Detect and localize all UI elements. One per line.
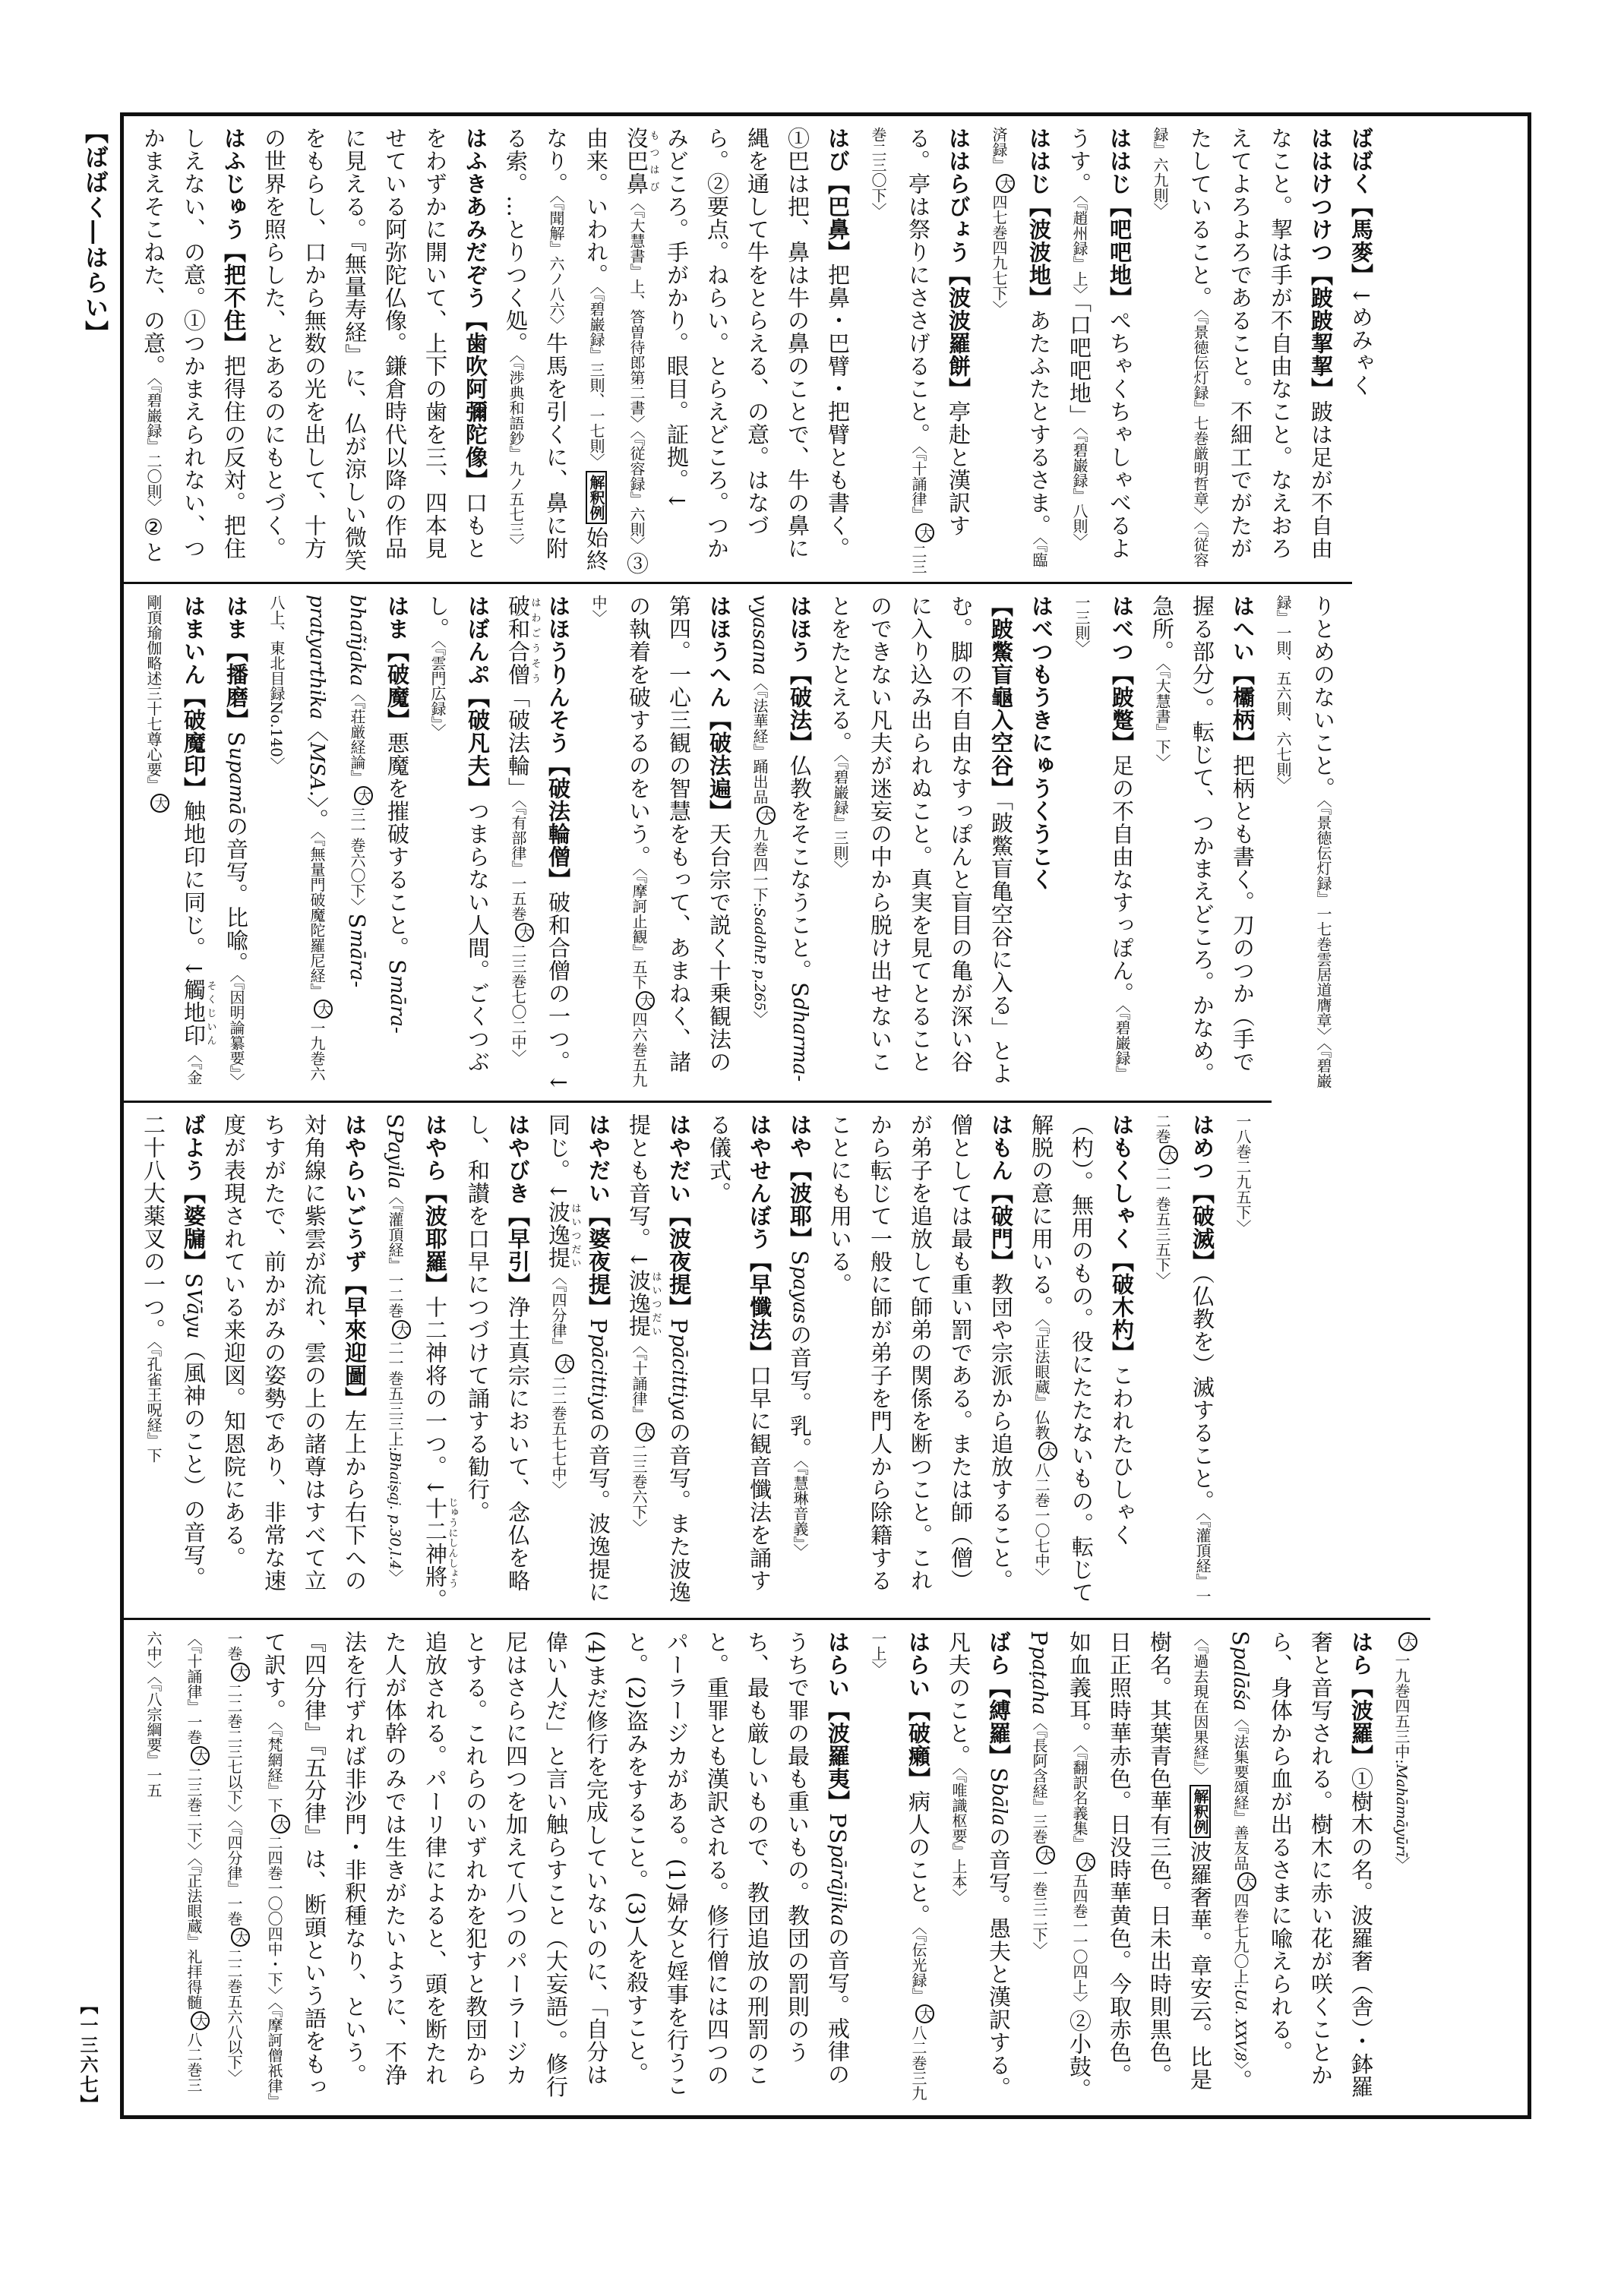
headword-kana: はやせんぼう	[747, 1113, 773, 1250]
body-text: 教団や宗派から追放すること。僧としては最も重い罰である。または師（僧）が弟子を追放して師弟の関係を断つこと。これから転じて一般に師が弟子を門人から除籍することにも用いる。	[827, 1113, 1014, 1592]
headword-kana: ばばく	[1348, 127, 1374, 195]
headword-kanji: 【破魔】	[384, 640, 410, 731]
dict-entry	[538, 1113, 618, 1612]
cross-reference-term: 破和合僧はわごうそう	[505, 595, 541, 686]
citation-text: 〈『灌頂経』一二巻	[1153, 1113, 1212, 1604]
citation-text: 二三巻七〇二中〉	[509, 943, 527, 1065]
citation-text: 〈『梵網経』下	[265, 1722, 283, 1813]
citation-text: 〈『金剛頂瑜伽略述三十七尊心要』	[144, 595, 203, 1085]
explanation-example-label: 解釈例	[586, 471, 607, 524]
citation-text: 〈『正法眼蔵』仏教	[1032, 1319, 1051, 1440]
citation-text: 一巻三二下〉	[1030, 1865, 1048, 1957]
citation-text: 〈『雲門広録』〉	[428, 640, 447, 739]
taisho-canon-icon: 大	[1159, 1145, 1178, 1164]
headword-kanji: 【跛蹩】	[1109, 663, 1135, 754]
citation-text: 八二巻三九一上〉	[869, 1631, 927, 2101]
romanized-term: palāśa	[1229, 1646, 1252, 1711]
headword-kana: はほうりんそう	[545, 595, 571, 754]
body-text: ①樹木の名。波羅奢（舎）・鉢羅奢と音写される。樹木に赤い花が咲くことから、身体から血が出るさまに喩えられる。	[1268, 1631, 1374, 2099]
citation-text: 〈『碧巌録』八則〉	[1070, 427, 1088, 549]
entry-continuation	[1222, 1113, 1262, 1612]
romanized-term: pārājika	[826, 1844, 849, 1927]
taisho-canon-icon: 大	[354, 786, 373, 805]
romanized-term: dharma-vyasana	[748, 595, 811, 1082]
headword-kanji: 【破法遍】	[706, 709, 732, 823]
headword-kana: はび	[825, 127, 851, 172]
taisho-canon-icon: 大	[191, 2011, 210, 2030]
body-text: ぺちゃくちゃしゃべるようす。	[1066, 127, 1133, 560]
taisho-canon-icon: 大	[150, 794, 169, 813]
headword-kana: はやら	[422, 1113, 448, 1182]
body-text: 把得住の反対。把住しえない、の意。①つかまえられない、つかまえそこねた、の意。	[141, 127, 247, 560]
taisho-canon-icon: 大	[636, 991, 655, 1010]
romanized-term: upamā	[225, 747, 248, 815]
citation-text: 〈『趙州録』上〉	[1070, 195, 1088, 302]
dict-entry	[1341, 127, 1381, 576]
headword-kanji: 【破木杓】	[1109, 1250, 1135, 1364]
citation-text: 九巻四一下:	[750, 826, 769, 908]
body-text: こわれたひしゃく（杓）。無用のもの。役にたたないもの。転じて解脱の意に用いる。	[1028, 1113, 1135, 1604]
dict-entry	[1021, 1113, 1142, 1612]
citation-text: 一九巻四五三中:	[1392, 1653, 1411, 1764]
headword-kana: はべつもうきにゅうくうこく	[1028, 595, 1054, 891]
body-text: つまらない人間。ごくつぶし。	[425, 595, 491, 1073]
dictionary-band-4	[124, 1618, 1430, 2111]
entry-continuation	[1381, 1631, 1421, 2105]
dict-entry	[820, 1113, 1021, 1612]
headword-kanji: 【把不住】	[221, 241, 247, 355]
citation-latin-text: Bhaiṣaj. p.30,l.4	[387, 1451, 403, 1570]
headword-kana: はめつ	[1190, 1113, 1215, 1182]
headword-kanji: 【破滅】	[1190, 1182, 1215, 1273]
citation-text: 〈『灌頂経』一二巻	[386, 1189, 404, 1319]
body-text: 天台宗で説く十乗観法の第四。一心三観の智慧をもって、あまねく、諸の執着を破するのをいう。	[626, 595, 732, 1073]
body-text: 破和合僧の一つ。↓	[545, 891, 571, 1093]
taisho-canon-icon: 大	[1038, 1442, 1057, 1461]
citation-text: 〈『景徳伝灯録』七巻厳明哲章〉〈『従容録』六九則〉	[1151, 127, 1209, 567]
body-text: の音写。波逸提に同じ。↓	[545, 1113, 611, 1603]
headword-kanji: 【波羅】	[1348, 1676, 1374, 1767]
headword-kanji: 【跛跛挈挈】	[1308, 264, 1334, 400]
dict-entry	[699, 1113, 779, 1612]
headword-kanji: 【波夜提】	[666, 1205, 692, 1319]
citation-text: 〈『法集要頌経』善友品	[1231, 1710, 1250, 1871]
sanskrit-mark-icon: S	[1227, 1631, 1253, 1647]
headword-kanji: 【波波羅餅】	[946, 264, 972, 400]
headword-kana: はもくしゃく	[1109, 1113, 1135, 1250]
citation-text: 〈『過去現在因果経』〉	[1191, 1631, 1209, 1783]
cross-reference-term: 波逸提はいつだい	[545, 1201, 581, 1270]
dict-entry	[1059, 127, 1139, 576]
citation-text: 五四巻一一〇四上〉	[1070, 1873, 1088, 2010]
body-text: 左上から右下への対角線に紫雲が流れ、雲の上の諸尊はすべて立ちすがたで、前かがみの姿勢であり、非常な速度が表現されている来迎図。知恩院にある。	[221, 1113, 368, 1592]
citation-text: 〈『法華経』踊出品	[750, 674, 769, 804]
citation-text: 三一巻六〇下〉	[348, 807, 366, 914]
dict-entry	[254, 127, 495, 576]
dict-entry	[216, 595, 256, 1094]
entry-continuation	[1262, 595, 1343, 1094]
taisho-canon-icon: 大	[231, 1663, 250, 1682]
sanskrit-mark-icon: S	[382, 1113, 408, 1129]
citation-text: 〈『碧巌録』二〇則〉	[144, 377, 163, 514]
citation-text: 〈『唯識枢要』上本〉	[949, 1767, 968, 1904]
citation-text: 四巻七九〇上:	[1231, 1892, 1250, 1989]
dict-entry	[256, 595, 417, 1094]
sanskrit-mark-icon: S	[344, 913, 370, 930]
body-text: の音写。乳。	[787, 1323, 813, 1461]
headword-kanji: 【縛羅】	[986, 1676, 1012, 1767]
body-text: ②小鼓。	[1066, 2010, 1092, 2101]
citation-text: 〈『有部律』一五巻	[509, 800, 527, 921]
body-text: の音写。愚夫と漢訳する。凡夫のこと。	[946, 1631, 1012, 2099]
dict-entry	[1142, 1113, 1222, 1612]
romanized-term: MSA.	[305, 742, 328, 797]
taisho-canon-icon: 大	[191, 1746, 210, 1765]
headword-kanji: 【破法】	[787, 663, 813, 754]
citation-text: 〈『渉典和語鈔』九ノ五七三〉	[507, 355, 525, 552]
headword-kana: はま	[223, 595, 249, 640]
taisho-canon-icon: 大	[231, 1928, 250, 1947]
dictionary-band-2	[124, 582, 1352, 1101]
taisho-canon-icon: 大	[314, 1000, 333, 1019]
headword-kanji: 【婆牖】	[181, 1182, 207, 1273]
citation-text: 八二巻一〇七中〉	[1032, 1462, 1051, 1584]
dict-entry	[495, 127, 858, 576]
body-text: 「破法輪」	[505, 686, 531, 800]
citation-text: 〉	[1231, 2061, 1250, 2070]
citation-text: 二三巻二三〇下〉	[869, 127, 927, 574]
body-text: 悪魔を摧破すること。	[384, 731, 410, 959]
body-text: 口早に観音懺法を誦する儀式。	[706, 1113, 773, 1592]
taisho-canon-icon: 大	[555, 1354, 574, 1373]
headword-kana: はやらいごうず	[342, 1113, 368, 1273]
taisho-canon-icon: 大	[757, 806, 776, 825]
headword-kanji: 【巴鼻】	[825, 172, 851, 264]
sanskrit-mark-icon: S	[986, 1767, 1012, 1783]
body-text: 浄土真宗において、念仏を略し、和讃を口早につづけて誦する勧行。	[465, 1113, 531, 1592]
dict-entry	[1139, 127, 1341, 576]
headword-kanji: 【波波地】	[1026, 195, 1052, 309]
dict-entry	[779, 1113, 820, 1612]
headword-kanji: 【欛柄】	[1230, 663, 1256, 754]
dict-entry	[498, 595, 578, 1094]
romanized-term: pācittiya	[668, 1334, 690, 1421]
citation-text: 二二巻五六八以下〉〈『十誦律』一巻	[185, 1631, 243, 2085]
citation-text: 〈『碧巌録』三則、一七則〉	[587, 286, 605, 469]
cross-reference-term: 觸地印そくじいん	[181, 978, 216, 1047]
headword-kana: はぼんぷ	[465, 595, 491, 686]
dict-entry	[374, 1113, 457, 1612]
dict-entry	[820, 595, 1061, 1094]
body-text: 「跛鱉盲亀空谷に入る」とよむ。脚の不自由なすっぽんと盲目の亀が深い谷に入り込み出られぬこと。真実を見てとることのできない凡夫が迷妄の中から脱け出せないことをたとえる。	[827, 595, 1014, 1085]
headword-kana: はほう	[787, 595, 813, 663]
taisho-canon-icon: 大	[271, 1814, 290, 1833]
sanskrit-mark-icon: S	[223, 731, 249, 747]
body-text: 波羅奢華。章安云。比是樹名。其葉青色華有三色。日未出時則黒色。日正照時華赤色。日没時華黄色。今取赤色。如血義耳。	[1066, 1631, 1213, 2091]
pali-mark-icon: P	[666, 1319, 692, 1334]
dict-entry	[938, 1631, 1019, 2105]
dict-entry	[1019, 1631, 1381, 2105]
headword-kanji: 【破凡夫】	[465, 686, 491, 800]
romanized-term: Payila	[384, 1129, 406, 1189]
sanskrit-mark-icon: S	[825, 1828, 851, 1845]
body-text: 「口吧吧地」	[1066, 302, 1092, 428]
dict-entry	[618, 1113, 699, 1612]
headword-kana: はらい	[905, 1631, 931, 1699]
headword-kana: はべつ	[1109, 595, 1135, 663]
explanation-example-label: 解釈例	[1190, 1785, 1211, 1838]
body-text: 始終なり。	[543, 127, 609, 572]
citation-text: 〈『伝光録』	[909, 1927, 927, 2003]
page-number: 【一三六七】	[77, 1996, 99, 2115]
citation-text: 〉	[1392, 1856, 1411, 1872]
body-text: の音写。戒律のうちで罪の最も重いもの。教団の罰則のうち、最も厳しいもので、教団追放の刑罰のこと。重罪とも漢訳される。修行僧には四つのパーラージカがある。(1)婦女と婬事を行うこと。(2)盗みをすること。(3)人を殺すこと。(4)まだ修行を完成していないのに、「自分は偉い人だ」と言い触らすこと（大妄語）。修行尼はさらに四つを加えて八つのパーラージカとする。これらのいずれかを犯すと教団から追放される。パーリ律によると、頭を断たれた人が体幹のみでは生きがたいように、不浄法を行ずれば非沙門・非釈種なり、という。『四分律』『五分律』は、断頭という語をもって訳す。	[261, 1631, 851, 2099]
citation-latin-text: SaddhP. p.265	[751, 907, 768, 1012]
headword-kanji: 【馬麥】	[1348, 195, 1374, 286]
dict-entry	[858, 127, 978, 576]
dict-entry	[978, 127, 1059, 576]
headword-kana: はや	[787, 1113, 813, 1159]
pali-mark-icon: P	[1026, 1631, 1052, 1647]
headword-kanji: 【波羅夷】	[825, 1699, 851, 1813]
dict-entry	[578, 595, 739, 1094]
dict-entry	[133, 1113, 213, 1612]
headword-kana: はへい	[1230, 595, 1256, 663]
sanskrit-mark-icon: S	[384, 959, 410, 975]
body-text: 〉。	[304, 796, 330, 832]
dict-entry	[457, 1113, 538, 1612]
page-frame	[120, 112, 1531, 2119]
body-text: りとめのないこと。	[1310, 595, 1336, 800]
romanized-term: paṭaha	[1028, 1646, 1051, 1715]
headword-kanji: 【婆夜提】	[586, 1205, 611, 1319]
body-text: 。	[422, 1588, 448, 1612]
dict-entry	[1142, 595, 1262, 1094]
citation-text: 〈『聞解』六ノ八六〉	[547, 195, 565, 332]
cross-reference-term: 波逸提はいつだい	[626, 1269, 662, 1338]
headword-kana: はらい	[825, 1631, 851, 1699]
citation-text: 〈『荘厳経論』	[348, 686, 366, 785]
taisho-canon-icon: 大	[1036, 1846, 1055, 1865]
headword-kana: はもん	[988, 1113, 1014, 1182]
citation-text: 〈『孔雀王呪経』下	[144, 1341, 163, 1463]
citation-text: 二二巻五七七中〉	[549, 1375, 567, 1497]
headword-kanji: 【破魔印】	[181, 686, 207, 800]
body-text: ③由来。いわれ。	[583, 127, 649, 575]
romanized-term: pācittiya	[587, 1334, 610, 1421]
taisho-canon-icon: 大	[915, 523, 934, 542]
taisho-canon-icon: 大	[1398, 1632, 1417, 1651]
dict-entry	[133, 595, 216, 1094]
cross-reference-term: 沒巴鼻もつはび	[624, 127, 659, 195]
citation-text: 〈『因明論纂要』〉	[227, 974, 245, 1088]
body-text: （仏教を）滅すること。	[1190, 1273, 1215, 1513]
citation-text: 〈『十誦律』	[630, 1338, 648, 1422]
headword-kanji: 【歯吹阿彌陀像】	[463, 309, 488, 491]
body-text: ②と	[141, 514, 166, 564]
headword-kanji: 【破癩】	[905, 1699, 931, 1790]
dict-entry	[417, 595, 498, 1094]
body-text: 仏教をそこなうこと。	[787, 754, 813, 982]
body-text: 十二神将の一つ。↓	[422, 1296, 448, 1498]
body-text: 触地印に同じ。↓	[181, 800, 207, 979]
citation-text: 一九巻六八上、東北目録No.140〉	[267, 595, 326, 1082]
cross-reference-term: 十二神將じゅうにしんしょう	[422, 1497, 458, 1589]
headword-kana: ばよう	[181, 1113, 207, 1182]
taisho-canon-icon: 大	[636, 1423, 655, 1442]
body-text: ↓めみゃく	[1348, 286, 1374, 397]
citation-latin-text: Ud. XXV,8	[1232, 1988, 1249, 2062]
body-text: 把鼻・巴臂・把臂とも書く。①巴は把、鼻は牛の鼻のことで、牛の鼻に縄を通して牛をとらえる、の意。はなづら。②要点。ねらい。とらえどころ。つかみどころ。手がかり。眼目。証拠。↓	[664, 127, 851, 560]
citation-text: 〈『摩訶止観』五下	[630, 868, 648, 990]
citation-text: 〈『翻訳名義集』	[1070, 1745, 1088, 1851]
citation-text: 〉	[386, 1569, 404, 1585]
romanized-term: māra-bhañjaka	[346, 595, 409, 1034]
citation-text: 八二巻三六中〉〈『八宗綱要』一五	[144, 1631, 203, 2092]
headword-kanji: 【早懺法】	[747, 1250, 773, 1364]
citation-text: 二三巻二下〉〈『正法眼蔵』礼拝得髄	[185, 1767, 203, 2010]
taisho-canon-icon: 大	[996, 174, 1015, 193]
headword-kanji: 【跛鱉盲龜入空谷】	[988, 595, 1014, 800]
headword-kana: はふきあみだぞう	[463, 127, 488, 309]
headword-kanji: 【波耶羅】	[422, 1182, 448, 1296]
headword-kanji: 【波耶】	[787, 1159, 813, 1250]
citation-text: 〈『景徳伝灯録』一七巻雲居道膺章〉〈『碧巌録』一則、五六則、六七則〉	[1274, 595, 1332, 1088]
dict-entry	[1061, 595, 1142, 1094]
headword-kana: はふじゅう	[221, 127, 247, 241]
body-text: 口もとをわずかに開いて、上下の歯を三、四本見せている阿弥陀仏像。鎌倉時代以降の作品に見える。『無量寿経』に、仏が涼しい微笑をもらし、口から無数の光を出して、十方の世界を照らした、とあるのにもとづく。	[261, 127, 488, 572]
body-text: 把柄とも書く。刀のつか（手で握る部分）。転じて、つかまえどころ。かなめ。急所。	[1149, 595, 1256, 1085]
headword-kana: ばら	[986, 1631, 1012, 1676]
body-text: 病人のこと。	[905, 1790, 931, 1927]
citation-text: 〈『大慧書』下〉	[1153, 663, 1171, 769]
headword-kana: はほうへん	[706, 595, 732, 709]
headword-kana: ははじ	[1026, 127, 1052, 195]
body-text: 。	[1227, 2069, 1253, 2092]
dict-entry	[739, 595, 820, 1094]
citation-text: 二一巻五三五下〉	[1153, 1166, 1171, 1287]
headword-kanji: 【吧吧地】	[1107, 195, 1133, 309]
body-text: 亭赴と漢訳する。亭は祭りにささげること。	[905, 127, 972, 537]
body-text: の音写。また波逸提とも音写。↓	[626, 1113, 692, 1603]
citation-text: 二二巻二三七以下〉〈『四分律』一巻	[225, 1683, 243, 1926]
taisho-canon-icon: 大	[915, 2004, 934, 2023]
headword-kana: ははけつけつ	[1308, 127, 1334, 264]
body-text: 〈	[304, 719, 330, 743]
body-text: 跛は足が不自由なこと。挈は手が不自由なこと。なえおろえてよろよろであること。不細工でがたがたしていること。	[1187, 127, 1334, 560]
citation-text: 一八巻二九五下〉	[1234, 1113, 1252, 1235]
headword-kana: はら	[1348, 1631, 1374, 1676]
pali-mark-icon: P	[825, 1813, 851, 1829]
body-text: あたふたとするさま。	[1026, 309, 1052, 537]
dict-entry	[213, 1113, 374, 1612]
taisho-canon-icon: 大	[1237, 1872, 1256, 1891]
headword-kana: ははじ	[1107, 127, 1133, 195]
dictionary-band-1	[124, 116, 1390, 582]
headword-kanji: 【破法輪僧】	[545, 754, 571, 891]
citation-latin-text: Mahāmāyūrī	[1393, 1764, 1410, 1857]
body-text: の音写。比喩。	[223, 814, 249, 974]
romanized-term: bāla	[987, 1783, 1010, 1826]
sanskrit-mark-icon: S	[787, 1250, 813, 1266]
headword-kanji: 【播磨】	[223, 640, 249, 731]
romanized-term: payas	[788, 1265, 811, 1324]
citation-text: 〈『碧巌録』一三則〉	[1073, 595, 1131, 1081]
pali-mark-icon: P	[586, 1319, 611, 1334]
taisho-canon-icon: 大	[392, 1320, 411, 1339]
dict-entry	[133, 1631, 858, 2105]
citation-text: 〈『慧琳音義』〉	[791, 1460, 809, 1559]
headword-kanji: 【早來迎圖】	[342, 1273, 368, 1410]
citation-text: 二一巻五三三上:	[386, 1340, 404, 1452]
taisho-canon-icon: 大	[515, 923, 534, 942]
headword-kana: はやびき	[505, 1113, 531, 1205]
headword-kana: はやだい	[586, 1113, 611, 1205]
citation-text: 四七巻四九七下〉	[990, 194, 1008, 316]
headword-kana: ははらびょう	[946, 127, 972, 264]
citation-text: 〈『長阿含経』三巻	[1030, 1714, 1048, 1844]
citation-text: 〈『四分律』	[549, 1269, 567, 1353]
citation-text: 二四巻一〇〇四中・下〉〈『摩訶僧祇律』一巻	[225, 1631, 283, 2101]
headword-kana: はま	[384, 595, 410, 640]
citation-text: 〈『臨済録』	[990, 127, 1048, 567]
dict-entry	[858, 1631, 938, 2105]
sanskrit-mark-icon: S	[181, 1273, 207, 1289]
dict-entry	[133, 127, 254, 576]
headword-kanji: 【早引】	[505, 1205, 531, 1296]
body-text: 牛馬を引くに、鼻に附る索。…とりつく処。	[503, 127, 569, 560]
citation-text: 〈『無量門破魔陀羅尼経』	[308, 831, 326, 999]
sanskrit-mark-icon: S	[787, 982, 813, 998]
citation-text: 〈『大慧書』上、答曽待郎第二書〉〈『従容録』六則〉	[627, 195, 646, 552]
headword-kanji: 【破門】	[988, 1182, 1014, 1273]
taisho-canon-icon: 大	[1076, 1852, 1095, 1871]
headword-kana: はまいん	[181, 595, 207, 686]
romanized-term: Vāyu	[182, 1288, 205, 1339]
body-text: 足の不自由なすっぽん。	[1109, 754, 1135, 1005]
citation-text: 二三巻六下〉	[630, 1443, 648, 1535]
citation-text: 〈『碧巌録』三則〉	[831, 754, 849, 876]
romanized-term: māra-pratyarthika	[305, 595, 368, 988]
headword-kana: はやだい	[666, 1113, 692, 1205]
citation-text: 四六巻五九中〉	[589, 595, 648, 1088]
citation-text: 〉	[750, 1011, 769, 1027]
body-text: （風神のこと）の音写。二十八大薬叉の一つ。	[141, 1113, 207, 1590]
dictionary-band-3	[124, 1101, 1272, 1618]
citation-text: 〈『十誦律』	[909, 446, 927, 522]
margin-header: 【ばばく―はらい】	[81, 120, 108, 346]
